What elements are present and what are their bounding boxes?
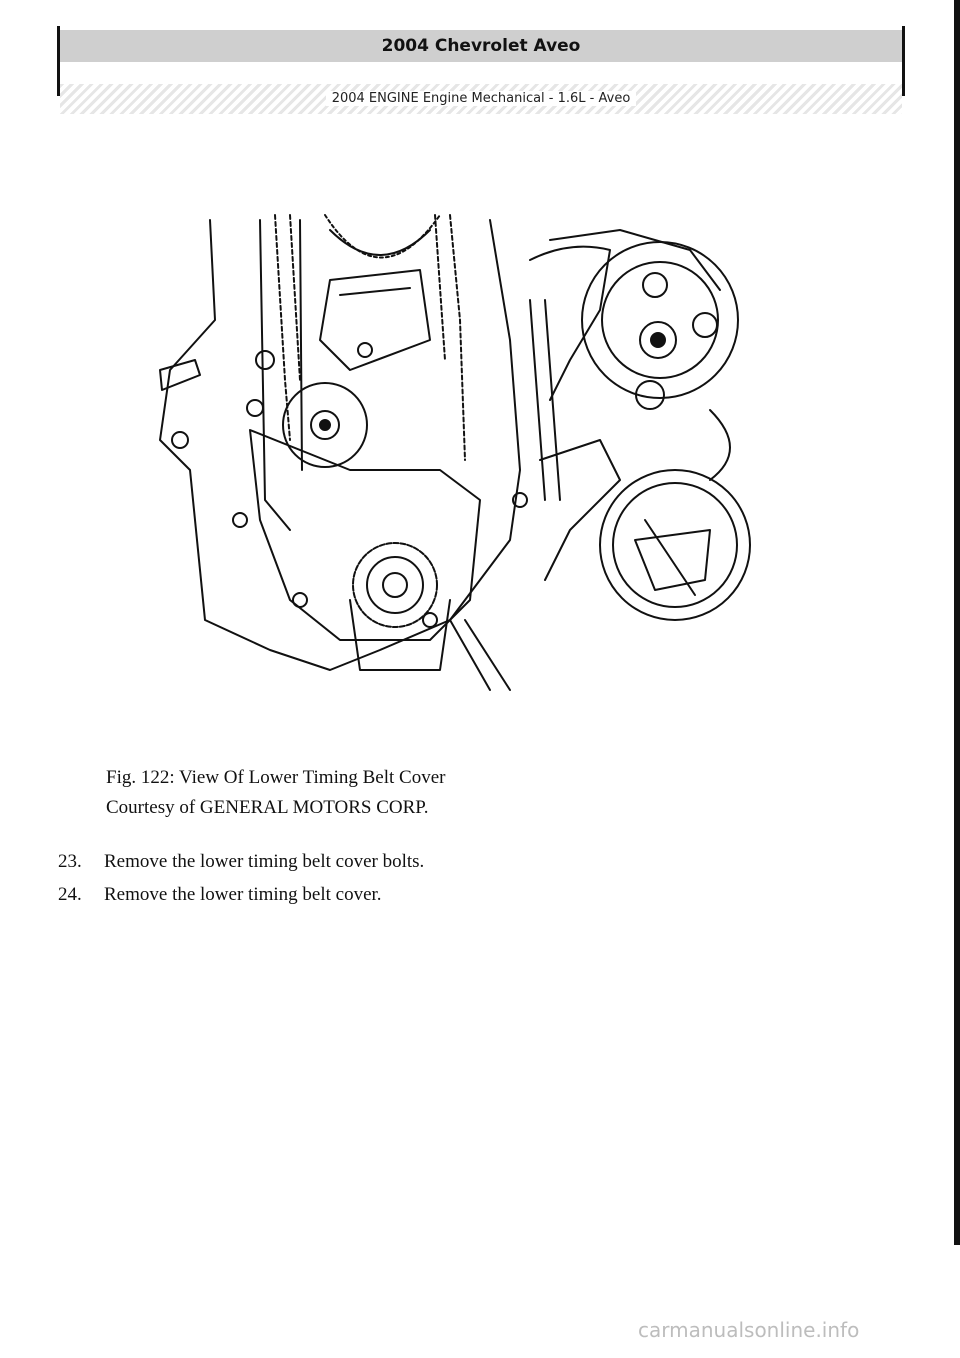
- engine-timing-belt-illustration: [150, 200, 760, 700]
- header-subtitle: [60, 84, 902, 114]
- step-number: 23.: [58, 850, 82, 872]
- caption-title: Fig. 122: View Of Lower Timing Belt Cover: [106, 767, 446, 788]
- step-text: Remove the lower timing belt cover.: [104, 883, 382, 905]
- step-text: Remove the lower timing belt cover bolts.: [104, 850, 425, 872]
- step-item: [58, 845, 424, 878]
- step-number: 24.: [58, 883, 82, 905]
- watermark: carmanualsonline.info: [638, 1318, 860, 1342]
- step-item: [58, 878, 424, 911]
- figure-caption: [106, 763, 445, 823]
- caption-credit: Courtesy of GENERAL MOTORS CORP.: [106, 797, 429, 818]
- procedure-steps: [58, 845, 424, 911]
- header-title: 2004 Chevrolet Aveo: [60, 30, 902, 62]
- header-subtitle-text: 2004 ENGINE Engine Mechanical - 1.6L - Aveo: [326, 91, 637, 106]
- right-border-rule: [954, 0, 960, 1245]
- page-header: [57, 26, 905, 106]
